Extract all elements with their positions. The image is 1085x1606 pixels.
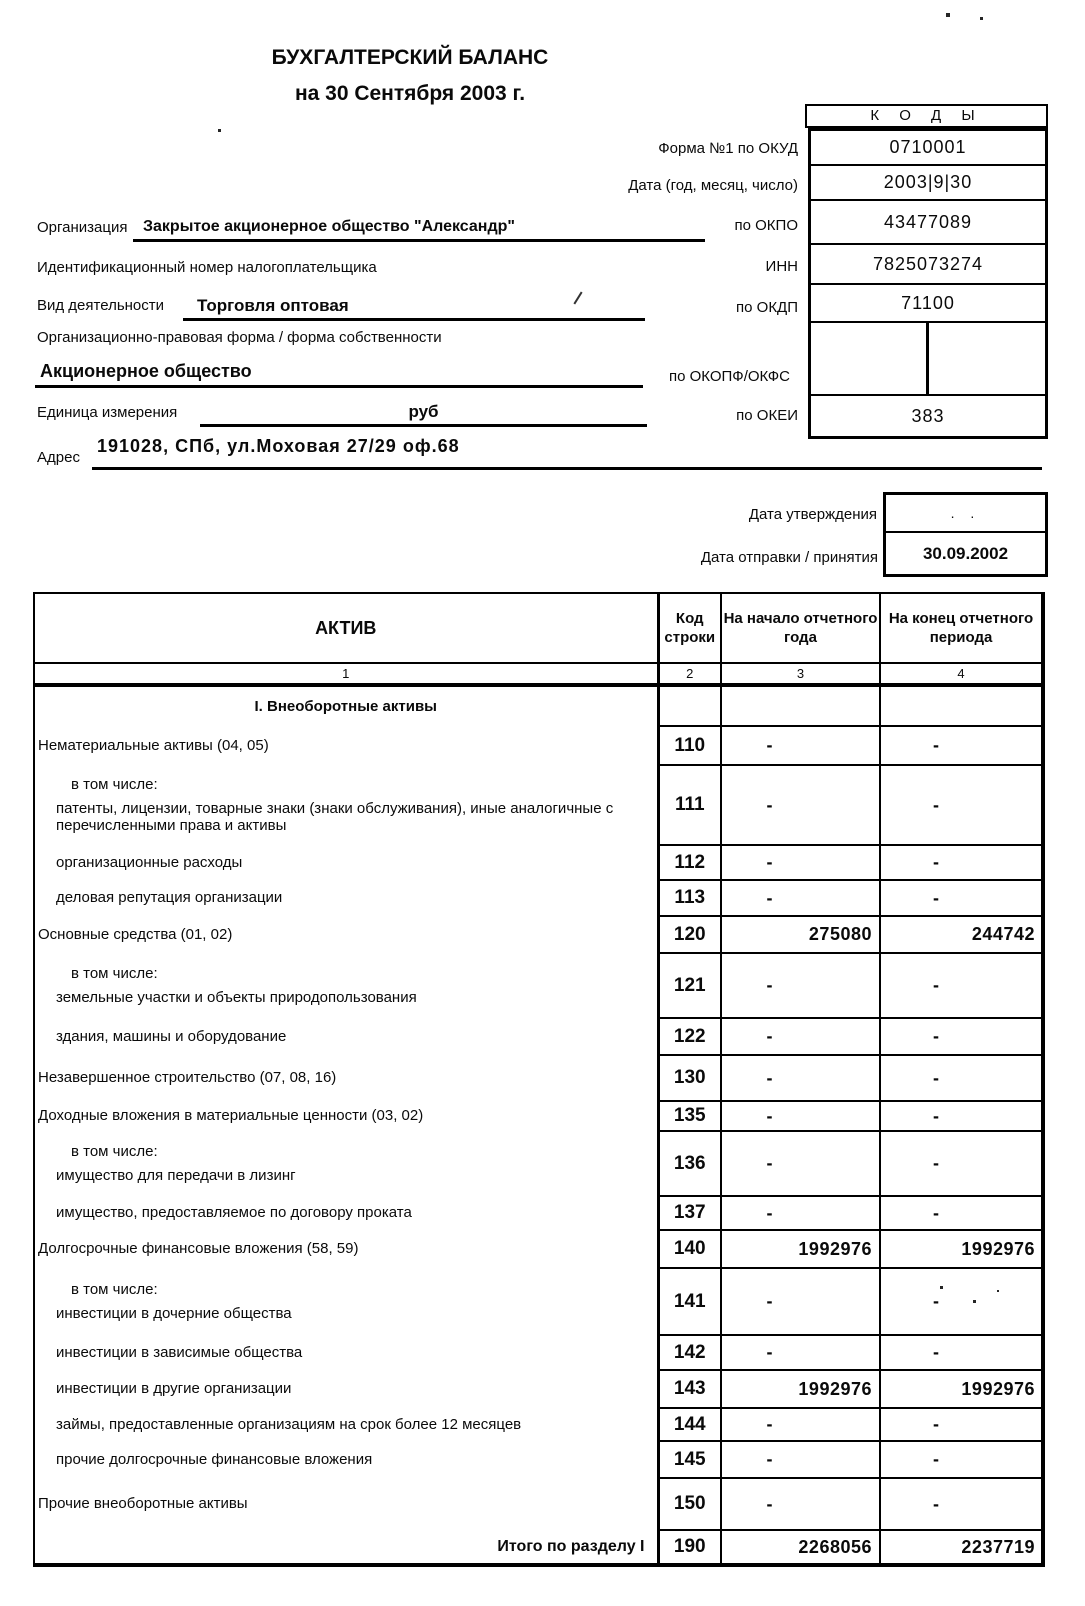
row-label: земельные участки и объекты природопользования [56,988,417,1006]
col-number-2: 2 [658,663,721,685]
row-label-cell [35,1408,658,1441]
row-label-cell [35,1268,658,1335]
activity-label: Вид деятельности [37,297,165,314]
row-code-cell: 110 [658,726,721,765]
address-label: Адрес [37,449,80,466]
row-label: Нематериальные активы (04, 05) [38,736,269,754]
date-approved-value: . . [886,495,1045,533]
legal-form-value: Акционерное общество [35,357,643,388]
date-sent-value: 30.09.2002 [922,543,1009,563]
value-end-of-period: 1992976 [880,1230,1041,1268]
value-start-of-year: - [721,845,880,880]
code-value-cell [811,323,1045,396]
row-code-cell: 113 [658,880,721,916]
value-start-of-year: - [721,1055,880,1101]
table-row [35,1478,1041,1530]
table-row [35,1441,1041,1478]
row-label-stack [35,1380,657,1397]
code-value-cell [811,201,1045,245]
row-label-stack [35,776,657,835]
row-label: Незавершенное строительство (07, 08, 16) [38,1069,337,1087]
row-code-cell: 150 [658,1478,721,1530]
value-end-of-period: - [880,845,1041,880]
table-row [35,953,1041,1018]
row-label-stack [35,1538,657,1556]
row-label-cell [35,726,658,765]
activity-value: Торговля оптовая [183,292,645,321]
address-value: 191028, СПб, ул.Моховая 27/29 оф.68 [92,435,1042,470]
row-label-stack [35,965,657,1006]
scan-artifact [218,129,221,132]
row-label: инвестиции в дочерние общества [56,1304,292,1322]
group-label: в том числе: [71,1280,158,1298]
row-label-cell [35,880,658,916]
value-end-of-period: - [880,1268,1041,1335]
value-end-of-period: - [880,953,1041,1018]
header-aktiv: АКТИВ [35,594,658,663]
row-label-cell [35,1101,658,1131]
table-row [35,1101,1041,1131]
table-row [35,845,1041,880]
value-end-of-period: 1992976 [880,1370,1041,1408]
value-start-of-year: - [721,1408,880,1441]
value-start-of-year: - [721,953,880,1018]
value-end-of-period: - [880,880,1041,916]
table-row [35,1055,1041,1101]
document-title-line1: БУХГАЛТЕРСКИЙ БАЛАНС [271,46,549,69]
row-label-cell [35,1370,658,1408]
value-start-of-year: - [721,765,880,845]
value-end-of-period: - [880,1335,1041,1370]
scan-artifact [973,1300,976,1303]
row-label-cell [35,1530,658,1563]
value-end-of-period: - [880,765,1041,845]
row-code-cell: 190 [658,1530,721,1563]
table-row [35,1196,1041,1230]
empty-cell [658,685,721,726]
table-row [35,726,1041,765]
date-approved-label: Дата утверждения [748,506,877,523]
value-start-of-year: - [721,1018,880,1055]
row-code-cell: 143 [658,1370,721,1408]
row-code-cell: 130 [658,1055,721,1101]
value-start-of-year: 275080 [721,916,880,953]
code-value-cell [811,131,1045,166]
value-start-of-year: - [721,1131,880,1196]
value-start-of-year: - [721,1478,880,1530]
table-row [35,1408,1041,1441]
row-label-stack [35,926,657,943]
row-label: здания, машины и оборудование [56,1027,287,1045]
row-code-cell: 136 [658,1131,721,1196]
organization-value: Закрытое акционерное общество "Александр" [133,213,705,242]
row-label: инвестиции в другие организации [56,1380,292,1398]
value-start-of-year: - [721,1268,880,1335]
col-number-1: 1 [35,663,658,685]
table-row [35,1018,1041,1055]
row-label-stack [35,1416,657,1433]
header-end-of-period: На конец отчетного периода [880,594,1041,663]
code-value: 43477089 [883,211,973,232]
value-start-of-year: - [721,1101,880,1131]
cell-divider [926,323,929,394]
value-start-of-year: - [721,880,880,916]
row-label-stack [35,854,657,871]
header-line-code: Код строки [658,594,721,663]
row-label: Основные средства (01, 02) [38,925,233,943]
row-code-cell: 137 [658,1196,721,1230]
section-row [35,685,1041,726]
row-code-cell: 122 [658,1018,721,1055]
code-label: по ОКЕИ [736,407,798,424]
value-end-of-period: - [880,1018,1041,1055]
code-label: по ОКПО [734,217,798,234]
codes-header-box: К О Д Ы [805,104,1048,128]
row-label-stack [35,1204,657,1221]
value-start-of-year: 2268056 [721,1530,880,1563]
value-start-of-year: 1992976 [721,1370,880,1408]
row-label-stack [35,1495,657,1512]
row-label-stack [35,1344,657,1361]
group-label: в том числе: [71,964,158,982]
total-row-label: Итого по разделу I [497,1537,645,1555]
row-code-cell: 142 [658,1335,721,1370]
table-row [35,1370,1041,1408]
approval-dates-box [883,492,1048,577]
scan-artifact [980,17,983,20]
document-title [140,40,680,112]
row-label: деловая репутация организации [56,889,283,907]
value-end-of-period: 2237719 [961,1536,1035,1557]
document-title-line2: на 30 Сентября 2003 г. [294,82,526,105]
row-label-stack [35,1028,657,1045]
value-end-of-period: - [880,1196,1041,1230]
empty-cell [880,685,1041,726]
row-label-cell [35,1335,658,1370]
row-label-cell [35,765,658,845]
row-label-cell [35,1131,658,1196]
codes-box [808,128,1048,439]
unit-label: Единица измерения [37,404,178,421]
row-label: Прочие внеоборотные активы [38,1495,248,1513]
code-value: 2003|9|30 [883,172,973,192]
empty-cell [721,685,880,726]
row-label-cell [35,1018,658,1055]
row-label-stack [35,889,657,906]
row-code-cell: 121 [658,953,721,1018]
scan-artifact [940,1286,943,1289]
section-title: I. Внеоборотные активы [35,685,658,726]
value-end-of-period: - [880,1101,1041,1131]
row-code-cell: 145 [658,1441,721,1478]
code-label: ИНН [765,258,798,275]
value-end-of-period: - [880,1055,1041,1101]
row-label-cell [35,916,658,953]
row-code-cell: 112 [658,845,721,880]
inn-label: Идентификационный номер налогоплательщика [37,259,377,276]
row-code-cell: 120 [658,916,721,953]
date-sent-label: Дата отправки / принятия [700,549,878,566]
value-end-of-period: 244742 [880,916,1041,953]
value-start-of-year: - [721,1196,880,1230]
row-label: имущество, предоставляемое по договору проката [56,1204,412,1222]
row-label: инвестиции в зависимые общества [56,1343,303,1361]
row-label-stack [35,1451,657,1468]
row-label-cell [35,953,658,1018]
code-value-cell [811,166,1045,201]
table-row [35,1131,1041,1196]
row-label-stack [35,1143,657,1184]
row-code-cell: 135 [658,1101,721,1131]
code-value: 383 [911,405,945,426]
table-row [35,1268,1041,1335]
table-row [35,765,1041,845]
row-label-cell [35,1441,658,1478]
code-value-cell [811,285,1045,323]
row-code-cell: 111 [658,765,721,845]
value-end-of-period: - [880,1408,1041,1441]
row-label-stack [35,737,657,754]
table-row [35,880,1041,916]
asset-table [35,594,1041,1563]
code-label: Форма №1 по ОКУД [658,140,798,157]
row-label-cell [35,1055,658,1101]
row-label-cell [35,1478,658,1530]
code-value-cell [811,245,1045,285]
row-label: прочие долгосрочные финансовые вложения [56,1450,373,1468]
row-label: имущество для передачи в лизинг [56,1166,296,1184]
group-label: в том числе: [71,1142,158,1160]
row-label: организационные расходы [56,853,243,871]
organization-label: Организация [37,219,128,236]
row-code-cell: 144 [658,1408,721,1441]
code-value-cell [811,396,1045,436]
row-label-cell [35,1230,658,1268]
code-label: Дата (год, месяц, число) [628,177,798,194]
value-end-of-period: - [880,726,1041,765]
scan-artifact [946,13,950,17]
row-label: патенты, лицензии, товарные знаки (знаки обслуживания), иные аналогичные с перечисленными права и активы [56,799,614,834]
table-row [35,916,1041,953]
col-number-4: 4 [880,663,1041,685]
unit-value: руб [200,399,647,427]
code-value: 0710001 [889,137,967,157]
code-label: по ОКДП [736,299,798,316]
table-row [35,1335,1041,1370]
row-label-stack [35,1069,657,1086]
row-label-cell [35,1196,658,1230]
row-code-cell: 141 [658,1268,721,1335]
value-end-of-period: - [880,1478,1041,1530]
table-row [35,1230,1041,1268]
row-code-cell: 140 [658,1230,721,1268]
value-end-of-period: - [880,1131,1041,1196]
code-value: 7825073274 [872,253,984,274]
column-numbers-row [35,663,1041,685]
code-value: 71100 [901,292,955,313]
row-label-cell [35,845,658,880]
scan-artifact [997,1290,999,1292]
table-header-row [35,594,1041,663]
row-label: Долгосрочные финансовые вложения (58, 59) [38,1240,359,1258]
row-label: Доходные вложения в материальные ценности (03, 02) [38,1107,424,1125]
header-start-of-year: На начало отчетного года [721,594,880,663]
value-start-of-year: - [721,1441,880,1478]
value-start-of-year: 1992976 [721,1230,880,1268]
asset-table-wrapper [33,592,1045,1567]
value-end-of-period: - [880,1441,1041,1478]
row-label-stack [35,1281,657,1322]
group-label: в том числе: [71,775,158,793]
table-row [35,1530,1041,1563]
value-start-of-year: - [721,1335,880,1370]
value-start-of-year: - [721,726,880,765]
row-label-stack [35,1107,657,1124]
row-label-stack [35,1240,657,1257]
code-label: по ОКОПФ/ОКФС [668,368,790,385]
legal-form-label: Организационно-правовая форма / форма собственности [37,329,442,346]
row-label: займы, предоставленные организациям на срок более 12 месяцев [56,1415,522,1433]
col-number-3: 3 [721,663,880,685]
